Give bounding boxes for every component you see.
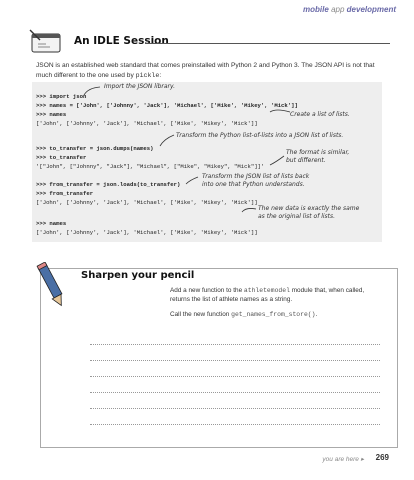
code-line-5: >>> to_transfer = json.dumps(names) (36, 145, 154, 152)
page-header (303, 5, 396, 14)
sharpen-p1-start: Add a new function to the (170, 287, 243, 294)
code-line-6: >>> to_transfer (36, 154, 87, 161)
answer-line[interactable] (90, 408, 380, 409)
code-line-9: >>> from_transfer (36, 190, 94, 197)
intro-code-word: pickle (135, 71, 160, 79)
code-line-4: ['John', ['Johnny', 'Jack'], 'Michael', ['Mike', 'Mikey', 'Mick']] (36, 120, 258, 127)
code-line-8: >>> from_transfer = json.loads(to_transfer) (36, 181, 181, 188)
note-format-line1: The format is similar, (286, 149, 350, 156)
note-import: Import the JSON library. (104, 83, 176, 90)
sharpen-paragraph-1 (170, 286, 380, 304)
sharpen-p2-end: . (315, 311, 318, 318)
note-transform-back-line2: into one that Python understands. (202, 181, 305, 188)
answer-line[interactable] (90, 392, 380, 393)
answer-line[interactable] (90, 360, 380, 361)
sharpen-title: Sharpen your pencil (78, 270, 197, 281)
page-number: 269 (375, 453, 389, 462)
code-line-2: >>> names = ['John', ['Johnny', 'Jack'], 'Michael', ['Mike', 'Mikey', 'Mick']] (36, 102, 298, 109)
title-divider (146, 43, 390, 44)
answer-line[interactable] (90, 344, 380, 345)
note-create: Create a list of lists. (290, 111, 350, 118)
sharpen-paragraph-2 (170, 310, 380, 319)
code-line-1: >>> import json (36, 93, 87, 100)
note-transform-back-line1: Transform the JSON list of lists back (202, 173, 310, 180)
note-same-line2: as the original list of lists. (258, 213, 336, 220)
intro-paragraph (36, 61, 386, 80)
code-line-3: >>> names (36, 111, 67, 118)
answer-line[interactable] (90, 376, 380, 377)
code-line-10: ['John', ['Johnny', 'Jack'], 'Michael', ['Mike', 'Mikey', 'Mick']] (36, 199, 258, 206)
header-word-mobile: mobile (303, 5, 329, 14)
sharpen-p1-end: module that, when called, returns the list of athlete names as a string. (170, 287, 365, 303)
python-idle-icon (28, 28, 66, 56)
pencil-icon (28, 262, 74, 312)
code-line-12: ['John', ['Johnny', 'Jack'], 'Michael', ['Mike', 'Mikey', 'Mick']] (36, 229, 258, 236)
header-word-development: development (346, 5, 396, 14)
note-format-line2: but different. (286, 157, 326, 164)
idle-session-header (28, 28, 390, 56)
intro-text: JSON is an established web standard that comes preinstalled with Python 2 and Python 3. The JSON API is not that much different to the one used by (36, 62, 375, 79)
sharpen-p2-code: get_names_from_store() (231, 311, 316, 318)
idle-section-title: An IDLE Session (74, 35, 169, 47)
intro-end: : (159, 71, 162, 79)
sharpen-p2-start: Call the new function (170, 311, 230, 318)
code-line-11: >>> names (36, 220, 67, 227)
note-same-line1: The new data is exactly the same (258, 205, 360, 212)
sharpen-p1-code: athletemodel (243, 287, 290, 294)
answer-line[interactable] (90, 424, 380, 425)
header-word-app: app (331, 5, 345, 14)
note-transform-to: Transform the Python list-of-lists into a JSON list of lists. (176, 132, 344, 139)
code-line-7: '["John", ["Johnny", "Jack"], "Michael", ["Mike", "Mikey", "Mick"]]' (36, 163, 265, 170)
you-are-here-label: you are here ▸ (322, 456, 364, 463)
